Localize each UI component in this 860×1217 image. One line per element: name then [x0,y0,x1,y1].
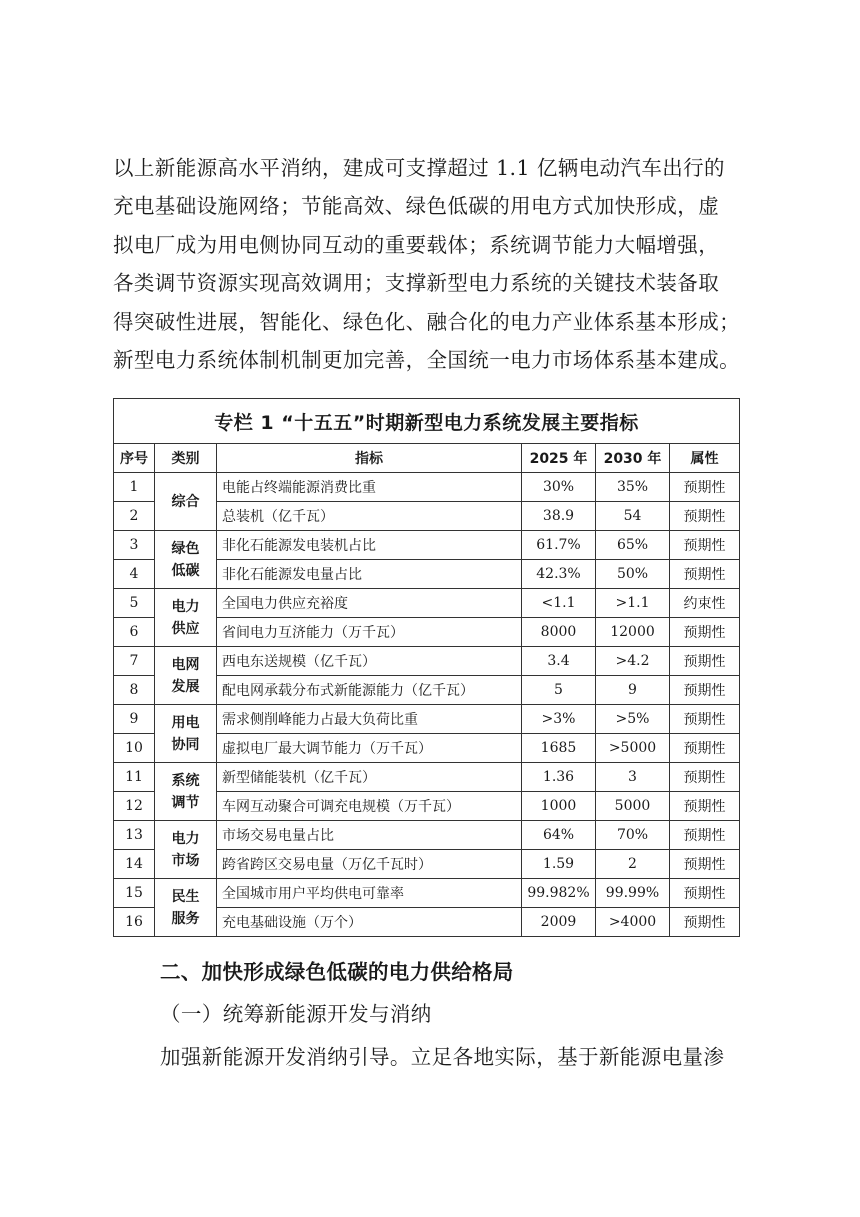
row-value-2030: 70% [596,821,670,850]
row-number: 16 [114,908,155,937]
row-value-2030: 50% [596,560,670,589]
row-attribute: 预期性 [670,705,740,734]
row-attribute: 预期性 [670,850,740,879]
row-number: 11 [114,763,155,792]
table-row [114,705,740,734]
text-line: 以上新能源高水平消纳，建成可支撑超过 1.1 亿辆电动汽车出行的 [113,156,725,180]
row-value-2025: 1685 [522,734,596,763]
row-value-2025: 2009 [522,908,596,937]
row-number: 10 [114,734,155,763]
row-attribute: 预期性 [670,647,740,676]
row-indicator: 充电基础设施（万个） [217,908,522,937]
row-indicator: 电能占终端能源消费比重 [217,473,522,502]
header-no: 序号 [114,444,155,473]
row-value-2025: 64% [522,821,596,850]
row-number: 4 [114,560,155,589]
row-value-2025: >3% [522,705,596,734]
row-value-2030: >4000 [596,908,670,937]
row-indicator: 全国城市用户平均供电可靠率 [217,879,522,908]
row-indicator: 跨省跨区交易电量（万亿千瓦时） [217,850,522,879]
body-text-line: 加强新能源开发消纳引导。立足各地实际，基于新能源电量渗 [160,1045,725,1069]
text-line: 充电基础设施网络；节能高效、绿色低碳的用电方式加快形成，虚 [113,194,720,219]
subsection-heading: （一）统筹新能源开发与消纳 [160,1002,432,1026]
table-row [114,647,740,676]
row-indicator: 非化石能源发电量占比 [217,560,522,589]
row-category: 综合 [155,473,217,531]
row-attribute: 预期性 [670,531,740,560]
row-indicator: 需求侧削峰能力占最大负荷比重 [217,705,522,734]
row-attribute: 预期性 [670,560,740,589]
row-attribute: 预期性 [670,908,740,937]
table-row [114,879,740,908]
row-attribute: 预期性 [670,821,740,850]
row-number: 6 [114,618,155,647]
row-attribute: 预期性 [670,676,740,705]
row-category: 电力 市场 [155,821,217,879]
row-value-2025: <1.1 [522,589,596,618]
row-number: 8 [114,676,155,705]
row-value-2025: 1.36 [522,763,596,792]
row-indicator: 非化石能源发电装机占比 [217,531,522,560]
row-category: 电网 发展 [155,647,217,705]
row-value-2030: >1.1 [596,589,670,618]
row-attribute: 预期性 [670,734,740,763]
row-value-2030: 65% [596,531,670,560]
row-number: 13 [114,821,155,850]
row-value-2030: 99.99% [596,879,670,908]
row-indicator: 全国电力供应充裕度 [217,589,522,618]
row-indicator: 市场交易电量占比 [217,821,522,850]
row-indicator: 新型储能装机（亿千瓦） [217,763,522,792]
table-row [114,473,740,502]
row-attribute: 预期性 [670,763,740,792]
row-value-2025: 1000 [522,792,596,821]
header-attribute: 属性 [670,444,740,473]
row-value-2025: 61.7% [522,531,596,560]
row-value-2025: 5 [522,676,596,705]
row-attribute: 约束性 [670,589,740,618]
row-number: 2 [114,502,155,531]
row-indicator: 总装机（亿千瓦） [217,502,522,531]
table-caption: 专栏 1 “十五五”时期新型电力系统发展主要指标 [114,399,740,444]
row-indicator: 省间电力互济能力（万千瓦） [217,618,522,647]
row-value-2030: >5000 [596,734,670,763]
row-category: 民生 服务 [155,879,217,937]
row-category: 系统 调节 [155,763,217,821]
row-value-2030: 2 [596,850,670,879]
row-indicator: 配电网承载分布式新能源能力（亿千瓦） [217,676,522,705]
row-indicator: 虚拟电厂最大调节能力（万千瓦） [217,734,522,763]
intro-paragraph [113,149,763,379]
table-row [114,763,740,792]
row-value-2025: 42.3% [522,560,596,589]
header-2030: 2030 年 [596,444,670,473]
row-attribute: 预期性 [670,502,740,531]
row-value-2030: 12000 [596,618,670,647]
text-line: 各类调节资源实现高效调用；支撑新型电力系统的关键技术装备取 [113,271,720,296]
row-attribute: 预期性 [670,618,740,647]
row-indicator: 西电东送规模（亿千瓦） [217,647,522,676]
row-value-2025: 1.59 [522,850,596,879]
text-line: 拟电厂成为用电侧协同互动的重要载体；系统调节能力大幅增强， [113,232,720,257]
row-number: 9 [114,705,155,734]
row-number: 12 [114,792,155,821]
row-number: 5 [114,589,155,618]
table-row [114,531,740,560]
row-value-2025: 38.9 [522,502,596,531]
row-number: 14 [114,850,155,879]
header-indicator: 指标 [217,444,522,473]
row-number: 3 [114,531,155,560]
row-value-2025: 8000 [522,618,596,647]
row-value-2025: 30% [522,473,596,502]
row-number: 7 [114,647,155,676]
table-row [114,821,740,850]
table-header-row [114,444,740,473]
text-line: 新型电力系统体制机制更加完善，全国统一电力市场体系基本建成。 [113,347,740,372]
row-indicator: 车网互动聚合可调充电规模（万千瓦） [217,792,522,821]
row-attribute: 预期性 [670,792,740,821]
row-value-2030: 3 [596,763,670,792]
header-2025: 2025 年 [522,444,596,473]
row-category: 绿色 低碳 [155,531,217,589]
row-value-2030: 9 [596,676,670,705]
row-category: 电力 供应 [155,589,217,647]
table-row [114,589,740,618]
row-value-2025: 3.4 [522,647,596,676]
header-category: 类别 [155,444,217,473]
row-category: 用电 协同 [155,705,217,763]
row-attribute: 预期性 [670,473,740,502]
row-attribute: 预期性 [670,879,740,908]
row-value-2030: 35% [596,473,670,502]
indicators-table [113,398,740,937]
row-value-2030: 5000 [596,792,670,821]
row-value-2025: 99.982% [522,879,596,908]
text-line: 得突破性进展，智能化、绿色化、融合化的电力产业体系基本形成； [113,309,740,334]
row-value-2030: >4.2 [596,647,670,676]
row-number: 1 [114,473,155,502]
section-heading: 二、加快形成绿色低碳的电力供给格局 [160,960,514,984]
row-number: 15 [114,879,155,908]
row-value-2030: 54 [596,502,670,531]
row-value-2030: >5% [596,705,670,734]
